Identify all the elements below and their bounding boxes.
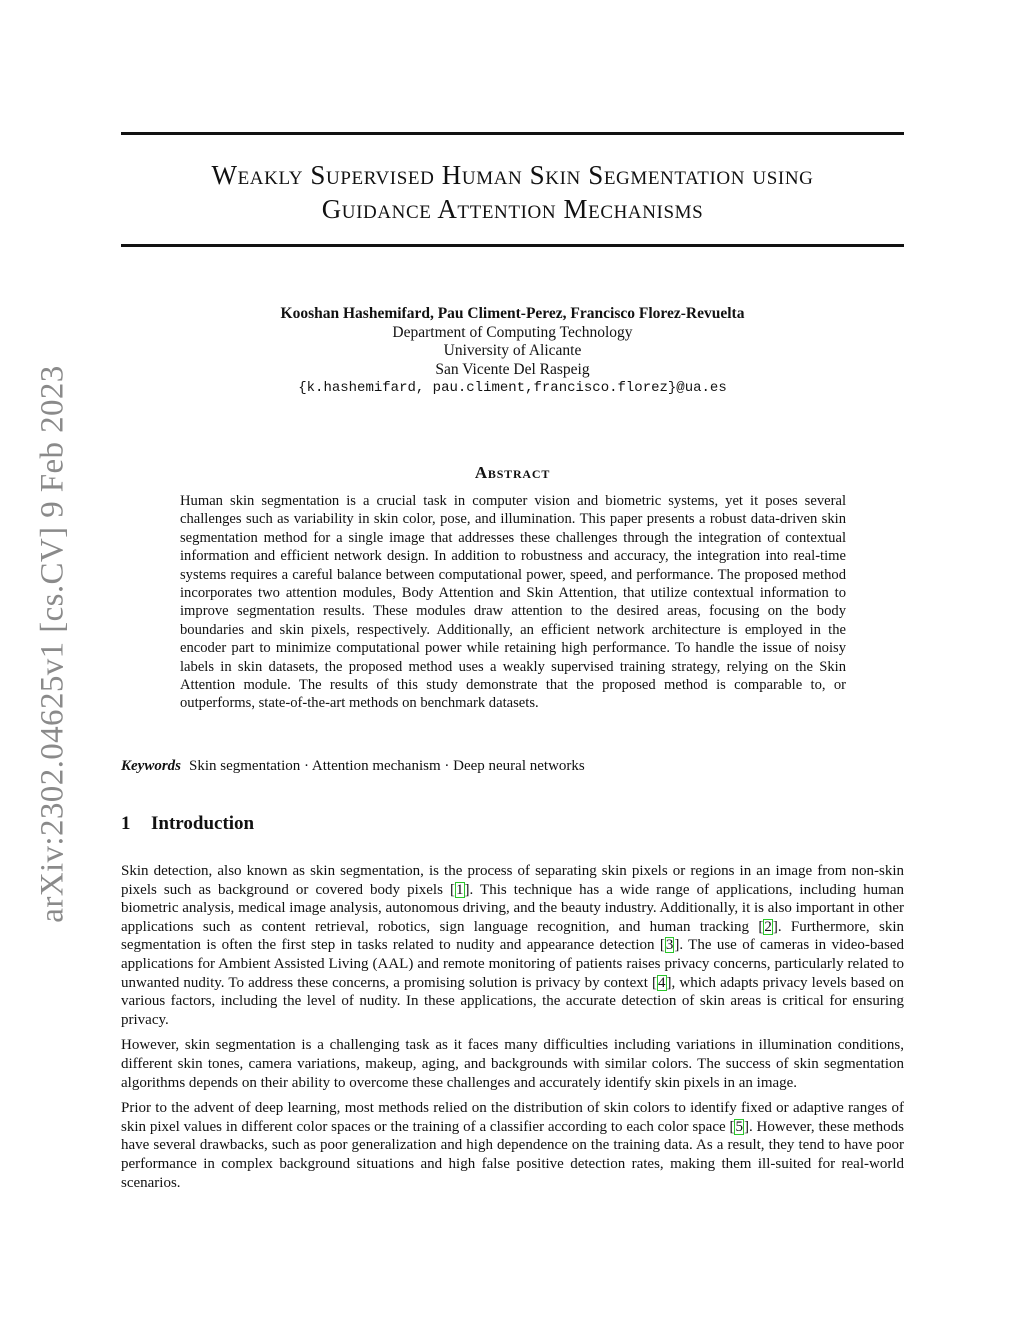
- paper-title: [121, 158, 904, 226]
- paragraph-text: ]. However, these methods have several drawbacks, such as poor generalization and high dependence on the training data. As a result, they tend to have poor performance in complex background situations and high false positive detection rates, making them ill-suited for real-world scenarios.: [121, 1118, 904, 1191]
- title-rule-bottom: [121, 244, 904, 247]
- paragraph-text: ]. The use of cameras in video-based applications for Ambient Assisted Living (AAL) and remote monitoring of patients raises privacy concerns, particularly related to unwanted nudity. To address these concerns, a promising solution is privacy by context [: [121, 937, 904, 991]
- abstract-heading: Abstract: [474, 463, 551, 482]
- paragraph-text: ], which adapts privacy levels based on various factors, including the level of nudity. In these applications, the accurate detection of skin areas is critical for ensuring privacy.: [121, 974, 905, 1028]
- arxiv-identifier: arXiv:2302.04625v1 [cs.CV] 9 Feb 2023: [34, 365, 71, 923]
- citation-link-4[interactable]: 4: [658, 974, 666, 991]
- paragraph-2: However, skin segmentation is a challenging task as it faces many difficulties including variations in illumination conditions, different skin tones, camera variations, makeup, aging, and backgrounds with similar colors. The success of skin segmentation algorithms depends on their ability to overcome these challenges and accurately identify skin pixels in an image.: [121, 1037, 904, 1091]
- title-rule-top: [121, 132, 904, 135]
- author-names: Kooshan Hashemifard, Pau Climent-Perez, Francisco Florez-Revuelta: [280, 305, 745, 322]
- title-line-2: Guidance Attention Mechanisms: [321, 194, 704, 224]
- author-location: San Vicente Del Raspeig: [435, 360, 590, 378]
- citation-link-2[interactable]: 2: [764, 918, 772, 935]
- author-university: University of Alicante: [443, 342, 582, 359]
- paragraph-text: ]. This technique has a wide range of applications, including human biometric analysis, medical image analysis, autonomous driving, and the beauty industry. Additionally, it is also important in other applications such as content retrieval, robotics, sign language recognition, and human tracking [: [121, 881, 904, 935]
- paragraph-text: ]. Furthermore, skin segmentation is often the first step in tasks related to nudity and appearance detection [: [121, 918, 905, 954]
- title-line-1: Weakly Supervised Human Skin Segmentation using: [211, 160, 814, 190]
- citation-link-1[interactable]: 1: [456, 881, 464, 898]
- introduction-body: [121, 862, 904, 1199]
- paragraph-text: Skin detection, also known as skin segmentation, is the process of separating skin pixels or regions in an image from non-skin pixels such as background or covered body pixels [: [121, 863, 904, 898]
- citation-link-5[interactable]: 5: [735, 1118, 743, 1135]
- author-department: Department of Computing Technology: [392, 323, 633, 341]
- abstract-text: Human skin segmentation is a crucial task in computer vision and biometric systems, yet it poses several challenges such as variability in skin color, pose, and illumination. This paper presents a robust data-driven skin segmentation method for a single image that addresses these challenges through the integration of contextual information and efficient network design. In addition to robustness and accuracy, the integration into real-time systems requires a careful balance between computational power, speed, and performance. The proposed method incorporates two attention modules, Body Attention and Skin Attention, that utilize contextual information to improve segmentation results. These modules draw attention to the desired areas, focusing on the body boundaries and skin pixels, respectively. Additionally, an efficient network architecture is employed in the encoder part to minimize computational power while retaining high performance. To handle the issue of noisy labels in skin datasets, the proposed method uses a weakly supervised training strategy, relying on the Skin Attention module. The results of this study demonstrate that the proposed method is comparable to, or outperforms, state-of-the-art methods on benchmark datasets.: [180, 493, 846, 712]
- keywords-label: Keywords: [121, 758, 181, 774]
- section-title: Introduction: [151, 813, 255, 834]
- author-block: [121, 305, 904, 398]
- section-heading-introduction: [121, 813, 254, 835]
- section-number: 1: [121, 813, 131, 834]
- author-email: {k.hashemifard, pau.climent,francisco.florez}@ua.es: [298, 380, 727, 396]
- keywords-text: Skin segmentation · Attention mechanism · Deep neural networks: [189, 758, 585, 774]
- paragraph-text: Prior to the advent of deep learning, most methods relied on the distribution of skin colors to identify fixed or adaptive ranges of skin pixel values in different color spaces or the training of a classifier according to each color space [: [121, 1100, 904, 1135]
- keywords-line: [121, 758, 585, 775]
- paragraph-3: [121, 1099, 904, 1192]
- paragraph-1: [121, 862, 904, 1029]
- citation-link-3[interactable]: 3: [665, 937, 674, 954]
